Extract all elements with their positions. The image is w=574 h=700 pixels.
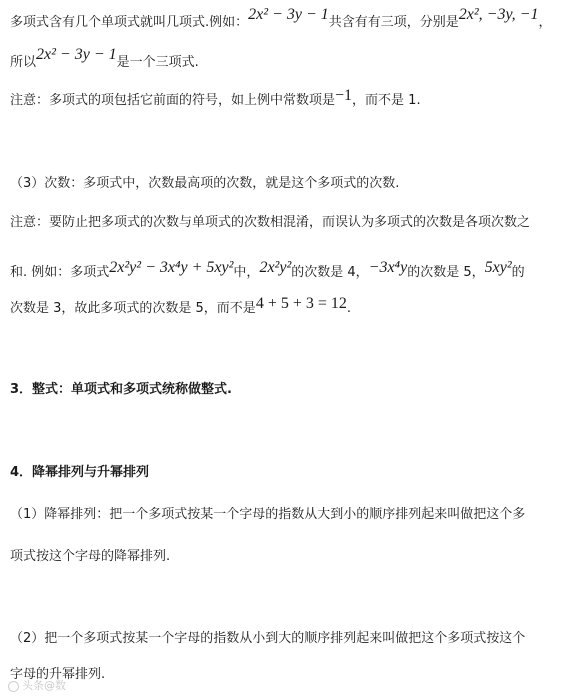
p5-line2-term1: 2x²y² bbox=[259, 259, 292, 276]
p7-text: 4．降幂排列与升幂排列 bbox=[10, 465, 150, 480]
p5-line2-term3: 5xy² bbox=[484, 259, 512, 276]
p9-line1: （2）把一个多项式按某一个字母的指数从小到大的顺序排列起来叫做把这个多项式按这个 bbox=[10, 631, 526, 646]
paragraph-7-heading bbox=[10, 463, 149, 483]
p5-line3-formula: 4 + 5 + 3 = 12 bbox=[255, 295, 347, 312]
paragraph-4-line bbox=[10, 174, 399, 194]
p1-text-c: ， bbox=[538, 15, 552, 30]
p1-formula: 2x² − 3y − 1 bbox=[248, 6, 329, 23]
p2-text-a: 所以 bbox=[10, 55, 37, 70]
p4-text: （3）次数：多项式中，次数最高项的次数，就是这个多项式的次数. bbox=[10, 176, 400, 191]
p1-terms: 2x², −3y, −1 bbox=[458, 6, 539, 23]
paragraph-8-line-1 bbox=[10, 505, 525, 525]
watermark bbox=[8, 677, 66, 693]
p5-line3-b: . bbox=[346, 301, 352, 316]
p5-line2-term2: −3x⁴y bbox=[368, 259, 408, 276]
paragraph-6-heading bbox=[10, 380, 232, 400]
watermark-text: 头条@数 bbox=[22, 679, 66, 692]
p5-line2-d: 的次数是 5， bbox=[407, 265, 485, 280]
p5-line1: 注意：要防止把多项式的次数与单项式的次数相混淆，而误认为多项式的次数是各项次数之 bbox=[10, 215, 531, 230]
p1-text-b: 共含有有三项，分别是 bbox=[328, 15, 459, 30]
paragraph-5-line-1 bbox=[10, 213, 530, 233]
p5-line2-b: 中， bbox=[233, 265, 260, 280]
p2-formula: 2x² − 3y − 1 bbox=[36, 46, 117, 63]
paragraph-8-line-2 bbox=[10, 547, 170, 567]
p2-text-b: 是一个三项式. bbox=[116, 55, 199, 70]
p3-text-a: 注意：多项式的项包括它前面的符号，如上例中常数项是 bbox=[10, 93, 336, 108]
p5-line3-a: 次数是 3，故此多项式的次数是 5，而不是 bbox=[10, 301, 256, 316]
paragraph-2-line bbox=[10, 46, 199, 73]
p8-line1: （1）降幂排列：把一个多项式按某一个字母的指数从大到小的顺序排列起来叫做把这个多 bbox=[10, 507, 526, 522]
paragraph-1-line bbox=[10, 6, 552, 33]
watermark-icon bbox=[8, 681, 19, 692]
p5-line2-c: 的次数是 4， bbox=[291, 265, 369, 280]
p9-line2: 字母的升幂排列. bbox=[10, 667, 106, 682]
p3-text-b: ，而不是 1. bbox=[352, 93, 421, 108]
paragraph-9-line-1 bbox=[10, 629, 525, 649]
p5-line2-a: 和. 例如：多项式 bbox=[10, 265, 110, 280]
p5-line2-formula: 2x²y² − 3x⁴y + 5xy² bbox=[109, 259, 234, 276]
p3-value: −1 bbox=[335, 87, 353, 104]
paragraph-5-line-2 bbox=[10, 259, 525, 283]
p6-text: 3．整式：单项式和多项式统称做整式. bbox=[10, 382, 232, 397]
p8-line2: 项式按这个字母的降幂排列. bbox=[10, 549, 171, 564]
paragraph-5-line-3 bbox=[10, 295, 352, 319]
paragraph-3-line bbox=[10, 87, 421, 111]
p5-line2-e: 的 bbox=[511, 265, 525, 280]
p1-text-a: 多项式含有几个单项式就叫几项式.例如： bbox=[10, 15, 249, 30]
